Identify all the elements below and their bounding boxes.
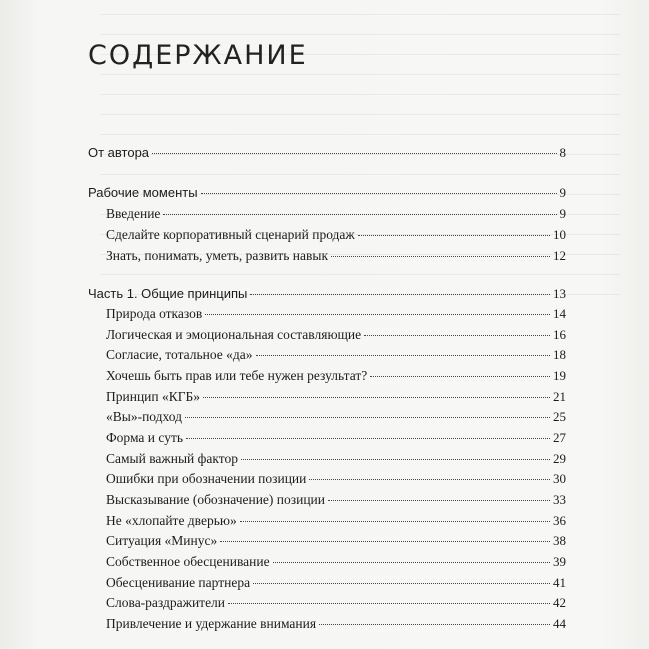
leader-dots [328, 499, 550, 501]
toc-entry-page: 8 [559, 145, 566, 160]
toc-entry-title: «Вы»-подход [106, 409, 182, 424]
leader-dots [273, 561, 550, 563]
leader-dots [201, 192, 557, 194]
toc-entry-page: 14 [553, 306, 566, 321]
toc-entry-title: Привлечение и удержание внимания [106, 616, 317, 631]
toc-entry [106, 227, 566, 243]
toc-entry-page: 16 [553, 327, 566, 342]
toc-entry [106, 430, 566, 446]
toc-entry [106, 347, 566, 363]
leader-dots [240, 520, 550, 522]
toc-entry [88, 185, 566, 201]
toc-entry-title: Часть 1. Общие принципы [88, 286, 248, 301]
toc-entry-title: От автора [88, 145, 150, 160]
leader-dots [364, 334, 550, 336]
toc-entry [106, 327, 566, 343]
leader-dots [319, 623, 550, 625]
toc-entry-page: 41 [553, 575, 566, 590]
toc-entry-page: 21 [553, 389, 566, 404]
toc-entry-title: Самый важный фактор [106, 451, 238, 466]
toc-entry-title: Сделайте корпоративный сценарий продаж [106, 227, 355, 242]
leader-dots [163, 213, 556, 215]
toc-entry-page: 33 [553, 492, 566, 507]
toc-entry-title: Введение [106, 206, 161, 221]
leader-dots [309, 478, 550, 480]
toc-entry-page: 39 [553, 554, 566, 569]
toc-entry-page: 10 [553, 227, 566, 242]
toc-entry-page: 29 [553, 451, 566, 466]
page-title: СОДЕРЖАНИЕ [88, 40, 308, 72]
toc-entry [106, 575, 566, 591]
toc-entry-page: 27 [553, 430, 566, 445]
leader-dots [185, 416, 550, 418]
toc-entry [106, 513, 566, 529]
leader-dots [358, 234, 550, 236]
toc-entry [106, 492, 566, 508]
toc-entry-page: 30 [553, 471, 566, 486]
toc-entry-title: Хочешь быть прав или тебе нужен результат? [106, 368, 368, 383]
toc-entry-page: 9 [559, 185, 566, 200]
toc-entry [88, 286, 566, 302]
toc-entry [106, 389, 566, 405]
leader-dots [241, 458, 550, 460]
toc-entry-title: Согласие, тотальное «да» [106, 347, 253, 362]
toc-entry-title: Не «хлопайте дверью» [106, 513, 237, 528]
toc-entry-title: Принцип «КГБ» [106, 389, 201, 404]
leader-dots [205, 313, 550, 315]
toc-entry [88, 145, 566, 161]
toc-entry [106, 616, 566, 632]
leader-dots [186, 437, 550, 439]
toc-entry [106, 248, 566, 264]
toc-entry-page: 42 [553, 595, 566, 610]
toc-entry [106, 533, 566, 549]
toc-entry-title: Логическая и эмоциональная составляющие [106, 327, 362, 342]
toc-entry [106, 471, 566, 487]
toc-entry [106, 409, 566, 425]
leader-dots [203, 396, 550, 398]
leader-dots [370, 375, 550, 377]
toc-entry [106, 206, 566, 222]
toc-entry-page: 44 [553, 616, 566, 631]
toc-entry-page: 13 [553, 286, 566, 301]
toc-entry-title: Рабочие моменты [88, 185, 198, 200]
toc-entry [106, 368, 566, 384]
leader-dots [152, 152, 556, 154]
leader-dots [253, 582, 550, 584]
leader-dots [250, 293, 550, 295]
toc-entry-page: 18 [553, 347, 566, 362]
toc-entry-page: 38 [553, 533, 566, 548]
leader-dots [228, 602, 550, 604]
leader-dots [220, 540, 550, 542]
toc-entry-title: Высказывание (обозначение) позиции [106, 492, 325, 507]
leader-dots [256, 354, 550, 356]
toc-entry-page: 36 [553, 513, 566, 528]
toc-entry [106, 451, 566, 467]
toc-entry-page: 9 [559, 206, 566, 221]
toc-entry [106, 554, 566, 570]
toc-entry-title: Ошибки при обозначении позиции [106, 471, 307, 486]
toc-entry-page: 19 [553, 368, 566, 383]
toc-entry-page: 25 [553, 409, 566, 424]
toc-entry-title: Форма и суть [106, 430, 183, 445]
leader-dots [331, 255, 550, 257]
toc-entry-title: Обесценивание партнера [106, 575, 251, 590]
toc-entry-title: Знать, понимать, уметь, развить навык [106, 248, 328, 263]
toc-entry-page: 12 [553, 248, 566, 263]
toc-entry-title: Ситуация «Минус» [106, 533, 218, 548]
toc-entry-title: Природа отказов [106, 306, 203, 321]
toc-entry [106, 306, 566, 322]
toc-entry-title: Слова-раздражители [106, 595, 226, 610]
toc-entry [106, 595, 566, 611]
toc-entry-title: Собственное обесценивание [106, 554, 270, 569]
